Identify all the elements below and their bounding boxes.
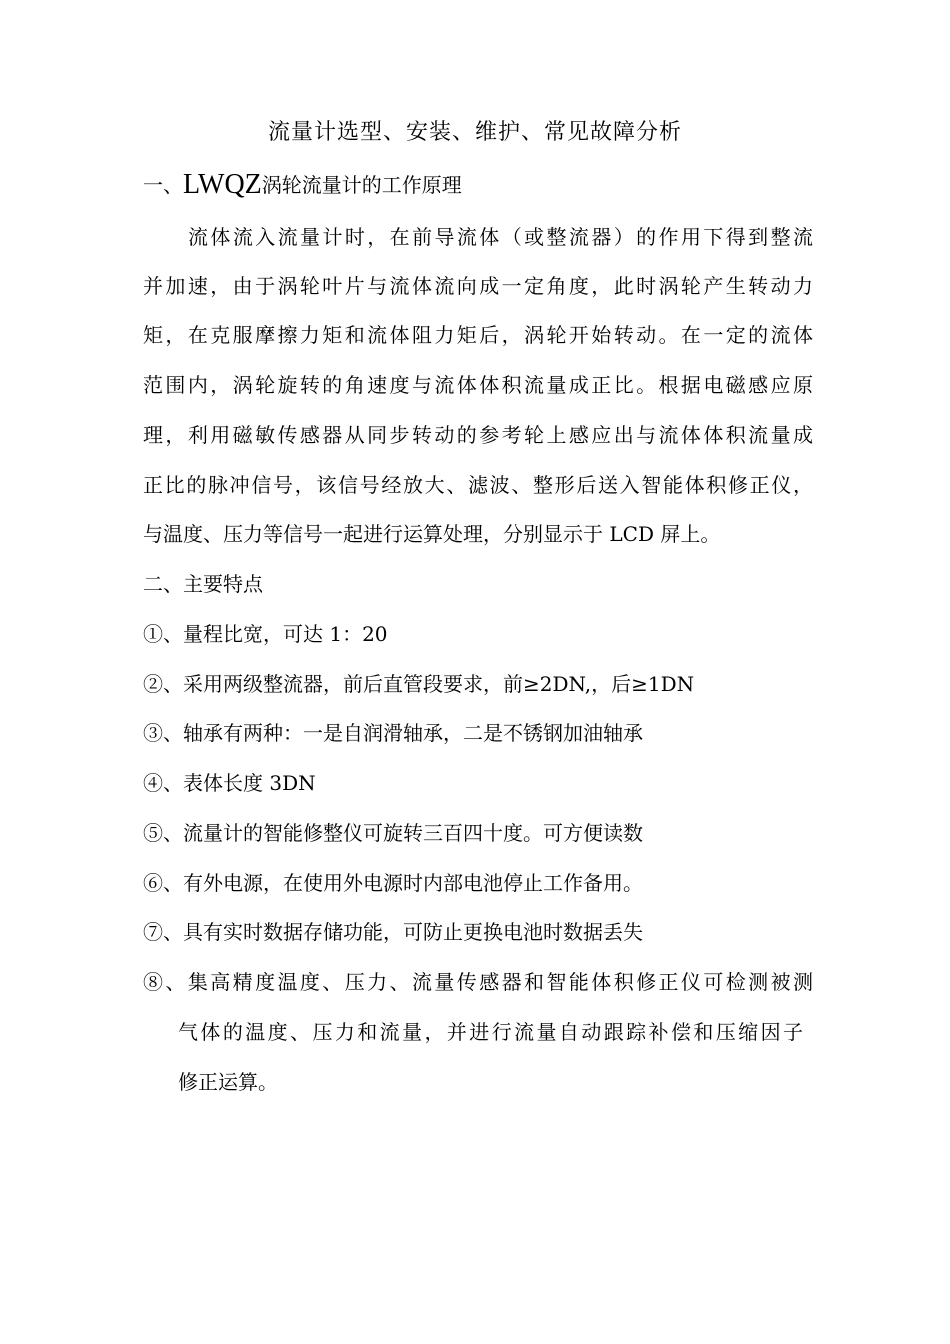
feature-item: ①、量程比宽，可达 1：20 xyxy=(143,622,388,646)
section-1-heading xyxy=(143,168,813,202)
section-1-model: LWQZ xyxy=(183,169,262,200)
feature-item: ②、采用两级整流器，前后直管段要求，前≥2DN,，后≥1DN xyxy=(143,672,695,696)
paragraph-line: 正比的脉冲信号，该信号经放大、滤波、整形后送入智能体积修正仪， xyxy=(143,473,813,497)
feature-item: ⑤、流量计的智能修整仪可旋转三百四十度。可方便读数 xyxy=(143,821,643,845)
paragraph-line: 流体流入流量计时，在前导流体（或整流器）的作用下得到整流 xyxy=(188,225,813,249)
feature-item-continuation: 修正运算。 xyxy=(178,1070,278,1094)
document-title: 流量计选型、安装、维护、常见故障分析 xyxy=(267,120,682,145)
section-1-title: 涡轮流量计的工作原理 xyxy=(261,173,462,197)
paragraph-line: 与温度、压力等信号一起进行运算处理，分别显示于 LCD 屏上。 xyxy=(143,522,721,546)
feature-item: ⑧、集高精度温度、压力、流量传感器和智能体积修正仪可检测被测 xyxy=(143,970,813,994)
paragraph-line: 理，利用磁敏传感器从同步转动的参考轮上感应出与流体体积流量成 xyxy=(143,423,813,447)
section-2-heading: 二、主要特点 xyxy=(143,572,263,596)
feature-item: ⑦、具有实时数据存储功能，可防止更换电池时数据丢失 xyxy=(143,920,643,944)
section-1-prefix: 一、 xyxy=(143,173,183,197)
feature-item: ④、表体长度 3DN xyxy=(143,771,316,795)
feature-item: ③、轴承有两种：一是自润滑轴承，二是不锈钢加油轴承 xyxy=(143,721,643,745)
paragraph-line: 矩，在克服摩擦力矩和流体阻力矩后，涡轮开始转动。在一定的流体 xyxy=(143,323,813,347)
feature-item: ⑥、有外电源，在使用外电源时内部电池停止工作备用。 xyxy=(143,871,643,895)
feature-item-continuation: 气体的温度、压力和流量，并进行流量自动跟踪补偿和压缩因子 xyxy=(178,1020,803,1044)
paragraph-line: 并加速，由于涡轮叶片与流体流向成一定角度，此时涡轮产生转动力 xyxy=(143,274,813,298)
paragraph-line: 范围内，涡轮旋转的角速度与流体体积流量成正比。根据电磁感应原 xyxy=(143,373,813,397)
